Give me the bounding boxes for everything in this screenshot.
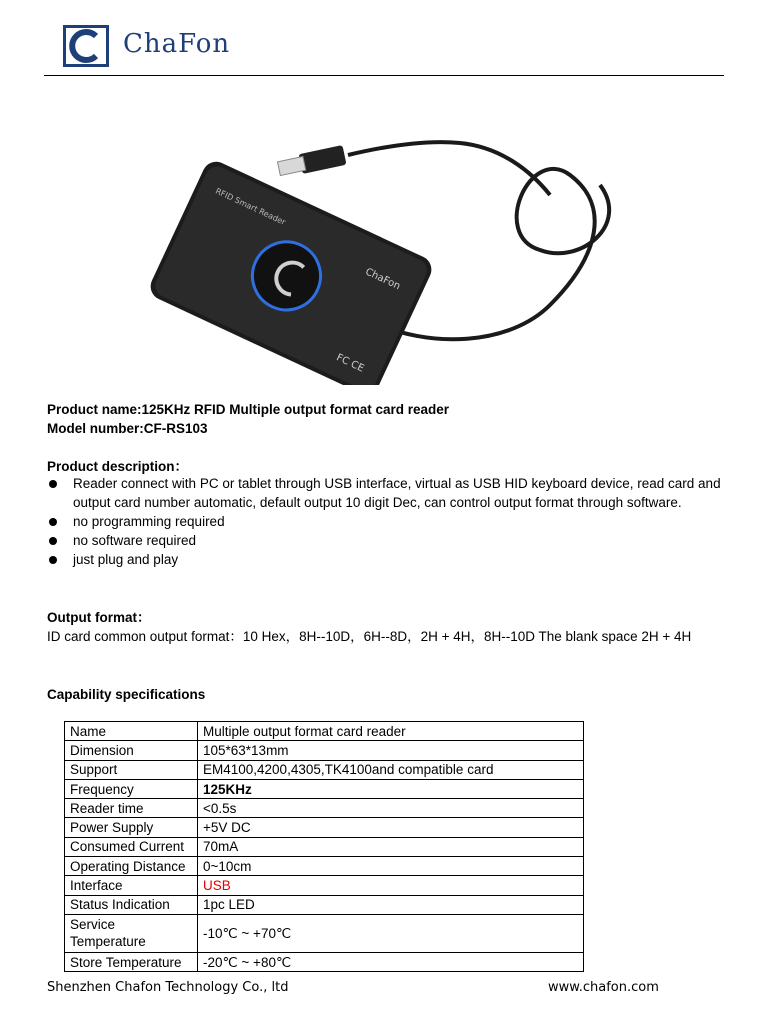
table-row [65,741,584,760]
list-item-text: output card number automatic, default output 10 digit Dec, can control output format through software. [73,495,682,510]
spec-value: 0~10cm [198,857,584,876]
description-heading: Product description： [47,459,189,474]
list-item-text: no software required [73,533,197,548]
description-list [47,474,737,569]
table-row [65,779,584,798]
header-divider [44,75,724,76]
spec-name: Status Indication [65,895,198,914]
spec-name-line: Service [70,917,116,933]
output-format-heading: Output format： [47,610,151,625]
chafon-logo-icon [63,25,109,67]
bullet-icon [49,518,57,526]
spec-table [64,721,584,972]
spec-value: -10℃ ~ +70℃ [198,914,584,952]
table-row [65,760,584,779]
product-name: Product name:125KHz RFID Multiple output format card reader [47,402,450,417]
page-header [0,0,768,80]
spec-name: Support [65,760,198,779]
spec-value: 105*63*13mm [198,741,584,760]
bullet-icon [49,480,57,488]
spec-value: <0.5s [198,799,584,818]
spec-name [65,914,198,952]
model-number: Model number:CF-RS103 [47,421,208,436]
product-photo [130,115,650,385]
output-format-text: ID card common output format：10 Hex，8H--10D，6H--8D，2H + 4H，8H--10D The blank space 2H + 4H [47,629,692,644]
table-row [65,857,584,876]
bullet-icon [49,556,57,564]
table-row [65,837,584,856]
spec-name: Frequency [65,779,198,798]
table-row [65,914,584,952]
list-item [47,550,737,569]
capability-heading: Capability specifications [47,687,206,702]
spec-value: 1pc LED [198,895,584,914]
table-row [65,722,584,741]
spec-value: USB [198,876,584,895]
spec-value: -20℃ ~ +80℃ [198,952,584,971]
table-row [65,895,584,914]
spec-name: Reader time [65,799,198,818]
device-brand-label: ChaFon [363,266,402,293]
spec-name: Interface [65,876,198,895]
spec-name: Consumed Current [65,837,198,856]
spec-name: Store Temperature [65,952,198,971]
spec-name: Operating Distance [65,857,198,876]
list-item [47,512,737,531]
footer-website[interactable]: www.chafon.com [548,980,659,995]
footer-company: Shenzhen Chafon Technology Co., ltd [47,980,289,995]
list-item-text: no programming required [73,514,225,529]
table-row [65,876,584,895]
spec-value: 70mA [198,837,584,856]
list-item-text: Reader connect with PC or tablet through USB interface, virtual as USB HID keyboard device, read card and [73,476,721,491]
spec-value: +5V DC [198,818,584,837]
table-row [65,818,584,837]
list-item [47,474,737,512]
spec-name: Dimension [65,741,198,760]
bullet-icon [49,537,57,545]
list-item-text: just plug and play [73,552,179,567]
spec-value: 125KHz [198,779,584,798]
spec-name-line: Temperature [70,934,146,950]
table-row [65,952,584,971]
list-item [47,531,737,550]
device-model-label: RFID Smart Reader [214,186,287,227]
spec-value: Multiple output format card reader [198,722,584,741]
brand-name: ChaFon [123,29,231,59]
spec-value: EM4100,4200,4305,TK4100and compatible card [198,760,584,779]
cert-marks: FC CE [334,352,366,375]
spec-name: Name [65,722,198,741]
table-row [65,799,584,818]
spec-name: Power Supply [65,818,198,837]
